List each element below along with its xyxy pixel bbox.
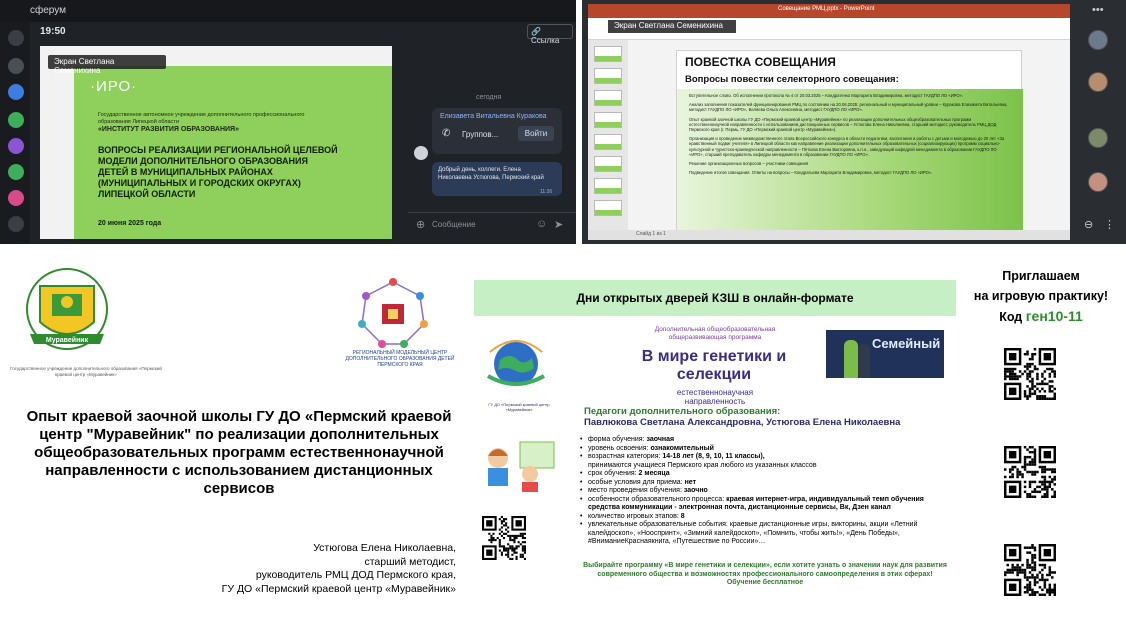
- author-line: старший методист,: [364, 555, 456, 568]
- agenda-heading: ПОВЕСТКА СОВЕЩАНИЯ: [685, 55, 836, 69]
- open-days-banner: [474, 280, 956, 316]
- invite-line: Приглашаем: [1002, 269, 1080, 283]
- detail-item: • количество игровых этапов: 8: [580, 513, 954, 522]
- muraveinik-panel: [0, 254, 470, 634]
- detail-item: • особенности образовательного процесса: краевая интернет-игра, индивидуальный темп обучения средства коммуникации - электронная почта, дистанционные сервисы, Вк, Дзен канал: [580, 496, 954, 513]
- participant-avatar[interactable]: [1088, 72, 1108, 92]
- call-to-action: [574, 562, 956, 588]
- message-input-bar: [408, 212, 576, 236]
- program-flyer: [474, 320, 956, 634]
- game-code: ген10-11: [1025, 308, 1083, 324]
- menu-icon[interactable]: [8, 30, 24, 46]
- settings-icon[interactable]: ⋮: [1104, 219, 1115, 231]
- participant-avatar[interactable]: [1088, 30, 1108, 50]
- slide-thumbnail[interactable]: [594, 200, 622, 216]
- qr-code[interactable]: [1004, 544, 1056, 596]
- teachers-names: Павлюкова Светлана Александровна, Устюгова Елена Николаевна: [584, 417, 901, 428]
- app-icon[interactable]: [8, 84, 24, 100]
- lab-caption: ГУ ДО «Пермский краевой центр «Муравейник»: [488, 402, 550, 412]
- chat-day: сегодня: [476, 94, 502, 101]
- call-window-left: [0, 0, 576, 244]
- powerpoint-window: [588, 4, 1070, 240]
- chat-panel: [408, 90, 576, 244]
- slide-thumbnail[interactable]: [594, 68, 622, 84]
- send-icon[interactable]: ➤: [554, 219, 564, 231]
- author-line: ГУ ДО «Пермский краевой центр «Муравейник»: [221, 582, 456, 595]
- rmc-logo: [358, 278, 428, 348]
- agenda-item: Анализ заполнения показателей функционирования РМЦ по состоянию на 20.06.2025: региональный и муниципальный уровни – Куракова Елизавета Витальевна, методист ГАУДПО ЛО «ИРО», Беляева Ольга Алексеевна, методист ГАУДПО ЛО «ИРО».: [689, 102, 1008, 113]
- slide-thumbnails: [588, 40, 628, 230]
- grid-icon[interactable]: [8, 216, 24, 232]
- kids-illustration: [480, 436, 560, 492]
- banner-text: Дни открытых дверей КЗШ в онлайн-формате: [576, 291, 854, 305]
- qr-code[interactable]: [482, 516, 526, 560]
- link-label: Ссылка: [531, 36, 560, 45]
- left-rail: [0, 22, 30, 244]
- lock-icon[interactable]: [8, 112, 24, 128]
- join-button[interactable]: Войти: [518, 126, 554, 141]
- slide-thumbnail[interactable]: [594, 178, 622, 194]
- slide-thumbnail[interactable]: [594, 156, 622, 172]
- program-details: [580, 436, 954, 547]
- program-direction: естественнонаучная направленность: [676, 388, 754, 406]
- author-line: руководитель РМЦ ДОД Пермского края,: [255, 569, 456, 581]
- photo-brand: Семейный: [872, 336, 941, 351]
- detail-item: • срок обучения: 2 месяца: [580, 470, 954, 479]
- more-icon[interactable]: •••: [1092, 4, 1104, 16]
- agenda-item: Вступительное слово. Об исполнении протокола № 4 от 20.03.2025 – Кондратенко Маргарита Владимировна, методист ГАУДПО ЛО «ИРО».: [689, 93, 964, 98]
- presentation-title: Опыт краевой заочной школы ГУ ДО «Пермский краевой центр "Муравейник" по реализации дополнительных общеобразовательных программ естественнонаучной направленности с использованием дистанционных сервисов: [26, 408, 452, 497]
- message-time: 11:26: [540, 189, 553, 195]
- author-line: Устюгова Елена Николаевна,: [313, 542, 456, 554]
- detail-item: • увлекательные образовательные события: краевые дистанционные игры, викторины, акции «Летний калейдоскоп», «Нооспринт», «Зимний калейдоскоп», «Помнить, чтобы жить!», «День Победы», #ВниманиеКраснаякнига, «Путешествие по России»…: [580, 521, 954, 547]
- open-days-flyer: [474, 254, 956, 634]
- group-call-card: [432, 108, 562, 154]
- screen-share-tag: Экран Светлана Семенихина: [608, 20, 736, 33]
- invite-code: Код ген10-11: [999, 308, 1083, 324]
- avatar: [414, 146, 428, 160]
- slide-thumbnail[interactable]: [594, 90, 622, 106]
- emoji-icon[interactable]: ☺: [536, 218, 548, 230]
- program-kind: Дополнительная общеобразовательная общеразвивающая программа: [654, 326, 776, 341]
- person-figure: [858, 344, 870, 378]
- invite-line: на игровую практику!: [973, 289, 1109, 303]
- agenda-slide: [676, 50, 1022, 230]
- app-icon[interactable]: [8, 190, 24, 206]
- invitation-text: [956, 266, 1126, 327]
- call-top-bar: [0, 0, 576, 22]
- call-time: 19:50: [40, 26, 66, 37]
- participant-avatar[interactable]: [1088, 172, 1108, 192]
- iro-logo: ·ИРО·: [90, 78, 138, 95]
- chat-message: Добрый день, коллеги. Елена Николаевна Устюгова, Пермский край: [432, 162, 562, 196]
- person-figure: [844, 340, 858, 378]
- screen-share-tag: Экран Светлана Семенихина: [48, 55, 166, 69]
- agenda-items: [689, 93, 1009, 179]
- agenda-item: Подведение итогов совещания. Ответы на вопросы – Кондратьева Маргарита Владимировна, методист ГАУДПО ЛО «ИРО».: [689, 170, 933, 176]
- agenda-item: Организация и проведение межведомственного этапа Всероссийского конкурса в области педагогики, воспитания и работы с детьми и молодежью до 20 лет «За нравственный подвиг учителя» в Липецкой области как направление реализации дополнительных образовательных (социализирующих) программ социально-культурной и туристско-краеведческой направленности – Пяткова Елена Викторовна, к.п.н., заведующий кафедрой менеджмента в образовании ГАУДПО ЛО «ИРО», старший преподаватель кафедры менеджмента в образовании ГАУДПО ЛО «ИРО».: [689, 136, 1005, 157]
- slide-thumbnail[interactable]: [594, 46, 622, 62]
- slide-thumbnail[interactable]: [594, 112, 622, 128]
- teachers-heading: Педагоги дополнительного образования:: [584, 406, 781, 417]
- agenda-item: Опыт краевой заочной школы ГУ ДО «Пермский краевой центр «Муравейник» по реализации дополнительных общеобразовательных программ естественнонаучной направленности с использованием дистанционных сервисов – Устюгова Елена Николаевна, старший методист, руководитель РМЦ ДОД Пермского края (г. Пермь, ГУ ДО «Пермский краевой центр «Муравейник»).: [689, 116, 997, 133]
- detail-item: • особые условия для приема: нет: [580, 479, 954, 488]
- slide-date: 20 июня 2025 года: [98, 220, 162, 227]
- detail-item: • место проведения обучения: заочно: [580, 487, 954, 496]
- agenda-subheading: Вопросы повестки селекторного совещания:: [685, 74, 899, 85]
- detail-item: • форма обучения: заочная: [580, 436, 954, 445]
- org-name: «ИНСТИТУТ РАЗВИТИЯ ОБРАЗОВАНИЯ»: [98, 126, 239, 133]
- detail-item: • уровень освоения: ознакомительный: [580, 445, 954, 454]
- slide-counter: Слайд 1 из 1: [636, 231, 666, 237]
- call-window-right: [582, 0, 1126, 244]
- chat-sender: Елизавета Витальевна Куракова: [440, 113, 547, 120]
- ppt-window-title: Совещание РМЦ.pptx - PowerPoint: [778, 6, 875, 12]
- cta-text: Выбирайте программу «В мире генетики и селекции», если хотите узнать о значении наук для развития современного общества и возможностях профессионального самоопределения в этих сферах!: [583, 562, 947, 578]
- participants-strip: [1074, 0, 1126, 244]
- app-name: сферум: [30, 5, 67, 16]
- qr-code[interactable]: [1004, 348, 1056, 400]
- mur-ribbon: Муравейник: [45, 337, 89, 344]
- app-icon[interactable]: [8, 138, 24, 154]
- exit-icon[interactable]: ⊖: [1084, 219, 1094, 231]
- agenda-item: Решение организационных вопросов – участники совещания: [689, 161, 809, 167]
- cta-free: Обучение бесплатное: [726, 579, 804, 586]
- slide-title: ВОПРОСЫ РЕАЛИЗАЦИИ РЕГИОНАЛЬНОЙ ЦЕЛЕВОЙ МОДЕЛИ ДОПОЛНИТЕЛЬНОГО ОБРАЗОВАНИЯ ДЕТЕЙ В МУНИЦИПАЛЬНЫХ РАЙОНАХ (МУНИЦИПАЛЬНЫХ И ГОРОДСКИХ ОКРУГАХ) ЛИПЕЦКОЙ ОБЛАСТИ: [98, 145, 338, 199]
- group-call-label: Группов...: [462, 130, 499, 139]
- qr-code[interactable]: [1004, 446, 1056, 498]
- lock-icon[interactable]: [8, 164, 24, 180]
- family-photo: [826, 330, 944, 378]
- muraveinik-caption: Государственное учреждение дополнительного образования «Пермский краевой центр «Муравейник»: [10, 366, 162, 377]
- attach-icon[interactable]: ⊕: [416, 219, 426, 231]
- author-block: [180, 542, 456, 596]
- globe-logo: [484, 332, 548, 396]
- slide-org: [98, 112, 318, 134]
- rmc-caption: РЕГИОНАЛЬНЫЙ МОДЕЛЬНЫЙ ЦЕНТР ДОПОЛНИТЕЛЬНОГО ОБРАЗОВАНИЯ ДЕТЕЙ ПЕРМСКОГО КРАЯ: [345, 350, 455, 368]
- slide-thumbnail[interactable]: [594, 134, 622, 150]
- program-name: В мире генетики и селекции: [641, 348, 787, 383]
- org-line: Государственное автономное учреждение дополнительного профессионального образования Липецкой области: [98, 112, 305, 125]
- participant-avatar[interactable]: [1088, 128, 1108, 148]
- ppt-status-bar: [588, 230, 1070, 240]
- muraveinik-logo: [22, 264, 112, 364]
- agenda-body: [677, 89, 1023, 231]
- copy-link-button[interactable]: 🔗 Ссылка: [527, 24, 573, 39]
- invitation-panel: [956, 254, 1126, 634]
- phone-icon: ✆: [442, 128, 451, 139]
- chat-icon[interactable]: [8, 58, 24, 74]
- message-input[interactable]: Сообщение: [432, 220, 476, 229]
- detail-item: • возрастная категория: 14-18 лет (8, 9, 10, 11 классы), принимаются учащиеся Пермского края любого из указанных классов: [580, 453, 954, 470]
